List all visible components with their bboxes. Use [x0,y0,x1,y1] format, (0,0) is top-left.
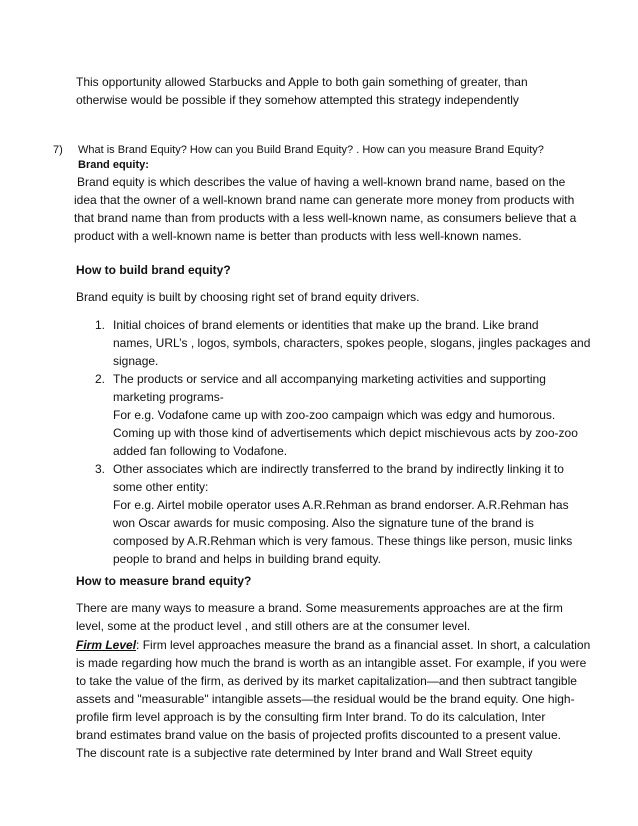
list-item-line: signage. [113,354,159,368]
firm-level-line: is made regarding how much the brand is worth as an intangible asset. For example, if you were [76,656,587,670]
build-intro: Brand equity is built by choosing right set of brand equity drivers. [76,290,420,304]
firm-level-line: to take the value of the firm, as derived by its market capitalization—and then subtract tangible [76,674,577,688]
measure-intro [76,599,563,635]
list-item [113,460,572,568]
question-number: 7) [53,144,63,156]
intro-line: This opportunity allowed Starbucks and Apple to both gain something of greater, than [76,75,528,89]
definition-line: Brand equity is which describes the value of having a well-known brand name, based on the [77,175,566,189]
list-item-line: composed by A.R.Rehman which is very famous. These things like person, music links [113,534,573,548]
list-item-line: Initial choices of brand elements or identities that make up the brand. Like brand [113,318,539,332]
firm-level-label: Firm Level [76,638,137,652]
list-item-line: Other associates which are indirectly transferred to the brand by indirectly linking it to [113,462,564,476]
list-item-line: For e.g. Airtel mobile operator uses A.R.Rehman as brand endorser. A.R.Rehman has [113,498,569,512]
list-item-line: some other entity: [113,480,209,494]
measure-intro-line: level, some at the product level , and still others are at the consumer level. [76,619,471,633]
list-item-line: marketing programs- [113,390,224,404]
firm-level-line: profile firm level approach is by the consulting firm Inter brand. To do its calculation, Inter [76,710,546,724]
list-item-number: 2. [95,372,106,386]
list-item-line: names, URL’s , logos, symbols, characters, spokes people, slogans, jingles packages and [113,336,591,350]
list-item-line: For e.g. Vodafone came up with zoo-zoo campaign which was edgy and humorous. [113,408,556,422]
definition-line: product with a well-known name is better than products with less well-known names. [74,229,522,243]
intro-paragraph [76,73,528,109]
measure-intro-line: There are many ways to measure a brand. Some measurements approaches are at the firm [76,601,563,615]
firm-level-line: assets and "measurable" intangible assets—the residual would be the brand equity. One high- [76,692,575,706]
brand-equity-definition [74,173,576,245]
list-item-number: 3. [95,462,106,476]
firm-level-line: The discount rate is a subjective rate determined by Inter brand and Wall Street equity [76,746,533,760]
build-heading: How to build brand equity? [76,263,231,277]
question-text: What is Brand Equity? How can you Build Brand Equity? . How can you measure Brand Equity? [78,144,544,156]
list-item-line: added fan following to Vodafone. [113,444,288,458]
measure-heading: How to measure brand equity? [76,574,252,588]
definition-line: that brand name than from products with a less well-known name, as consumers believe that a [74,211,577,225]
firm-level-line: brand estimates brand value on the basis of projected profits discounted to a present value. [76,728,561,742]
list-item [113,316,590,370]
list-item-line: won Oscar awards for music composing. Also the signature tune of the brand is [113,516,534,530]
brand-equity-subheading: Brand equity: [78,159,149,171]
list-item [113,370,578,460]
list-item-line: The products or service and all accompanying marketing activities and supporting [113,372,546,386]
definition-line: idea that the owner of a well-known brand name can generate more money from products with [74,193,575,207]
firm-level-first-text: : Firm level approaches measure the brand as a financial asset. In short, a calculation [136,638,591,652]
list-item-number: 1. [95,318,106,332]
firm-level-first-line [76,636,590,654]
intro-line: otherwise would be possible if they somehow attempted this strategy independently [76,93,519,107]
firm-level-paragraph [76,636,590,762]
list-item-line: Coming up with those kind of advertisements which depict mischievous acts by zoo-zoo [113,426,578,440]
list-item-line: people to brand and helps in building brand equity. [113,552,381,566]
